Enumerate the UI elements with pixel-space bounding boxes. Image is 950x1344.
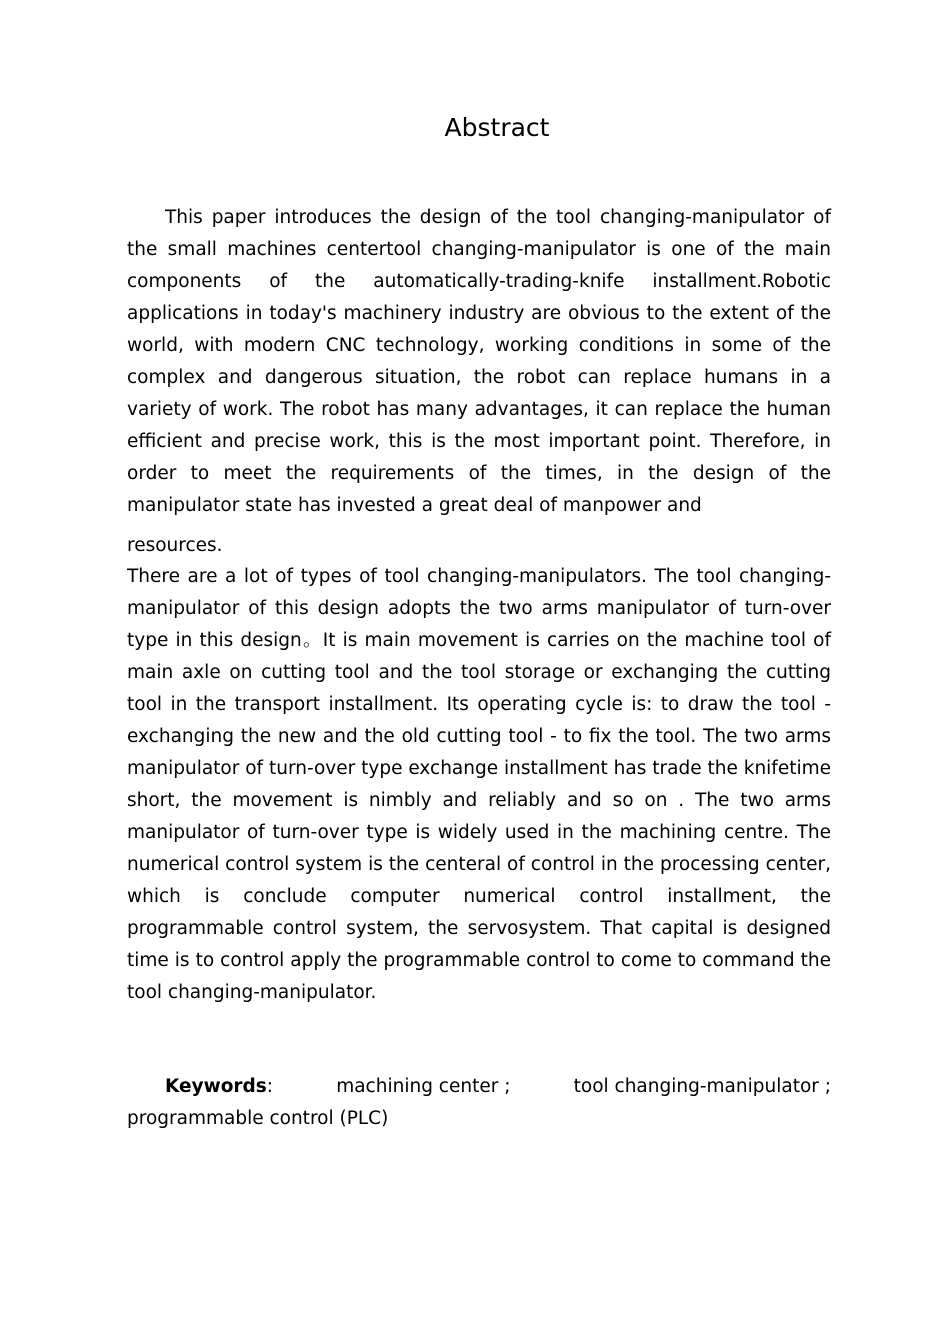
keywords-label: Keywords	[165, 1076, 267, 1097]
keywords-heading	[165, 1071, 273, 1103]
abstract-paragraph-1-tail: resources.	[127, 535, 223, 556]
keyword-item: programmable control (PLC)	[127, 1108, 389, 1129]
keyword-item: machining center ;	[336, 1076, 511, 1097]
keywords-line	[127, 1071, 831, 1103]
keywords-colon: :	[266, 1076, 274, 1097]
abstract-paragraph-1: This paper introduces the design of the tool changing-manipulator of the small machines centertool changing-manipulator is one of the main components of the automatically-trading-knife installment.Robotic applications in today's machinery industry are obvious to the extent of the world, with modern CNC technology, working conditions in some of the complex and dangerous situation, the robot can replace humans in a variety of work. The robot has many advantages, it can replace the human efficient and precise work, this is the most important point. Therefore, in order to meet the requirements of the times, in the design of the manipulator state has invested a great deal of manpower and	[127, 207, 831, 516]
keywords-block	[127, 1071, 831, 1135]
page-title: Abstract	[444, 113, 550, 142]
keyword-item: tool changing-manipulator ;	[573, 1076, 831, 1097]
abstract-paragraph-2: There are a lot of types of tool changing-manipulators. The tool changing-manipulator of this design adopts the two arms manipulator of turn-over type in this design。It is main movement is carries on the machine tool of main axle on cutting tool and the tool storage or exchanging the cutting tool in the transport installment. Its operating cycle is: to draw the tool - exchanging the new and the old cutting tool - to fix the tool. The two arms manipulator of turn-over type exchange installment has trade the knifetime short, the movement is nimbly and reliably and so on . The two arms manipulator of turn-over type is widely used in the machining centre. The numerical control system is the centeral of control in the processing center, which is conclude computer numerical control installment, the programmable control system, the servosystem. That capital is designed time is to control apply the programmable control to come to command the tool changing-manipulator.	[127, 566, 831, 1003]
